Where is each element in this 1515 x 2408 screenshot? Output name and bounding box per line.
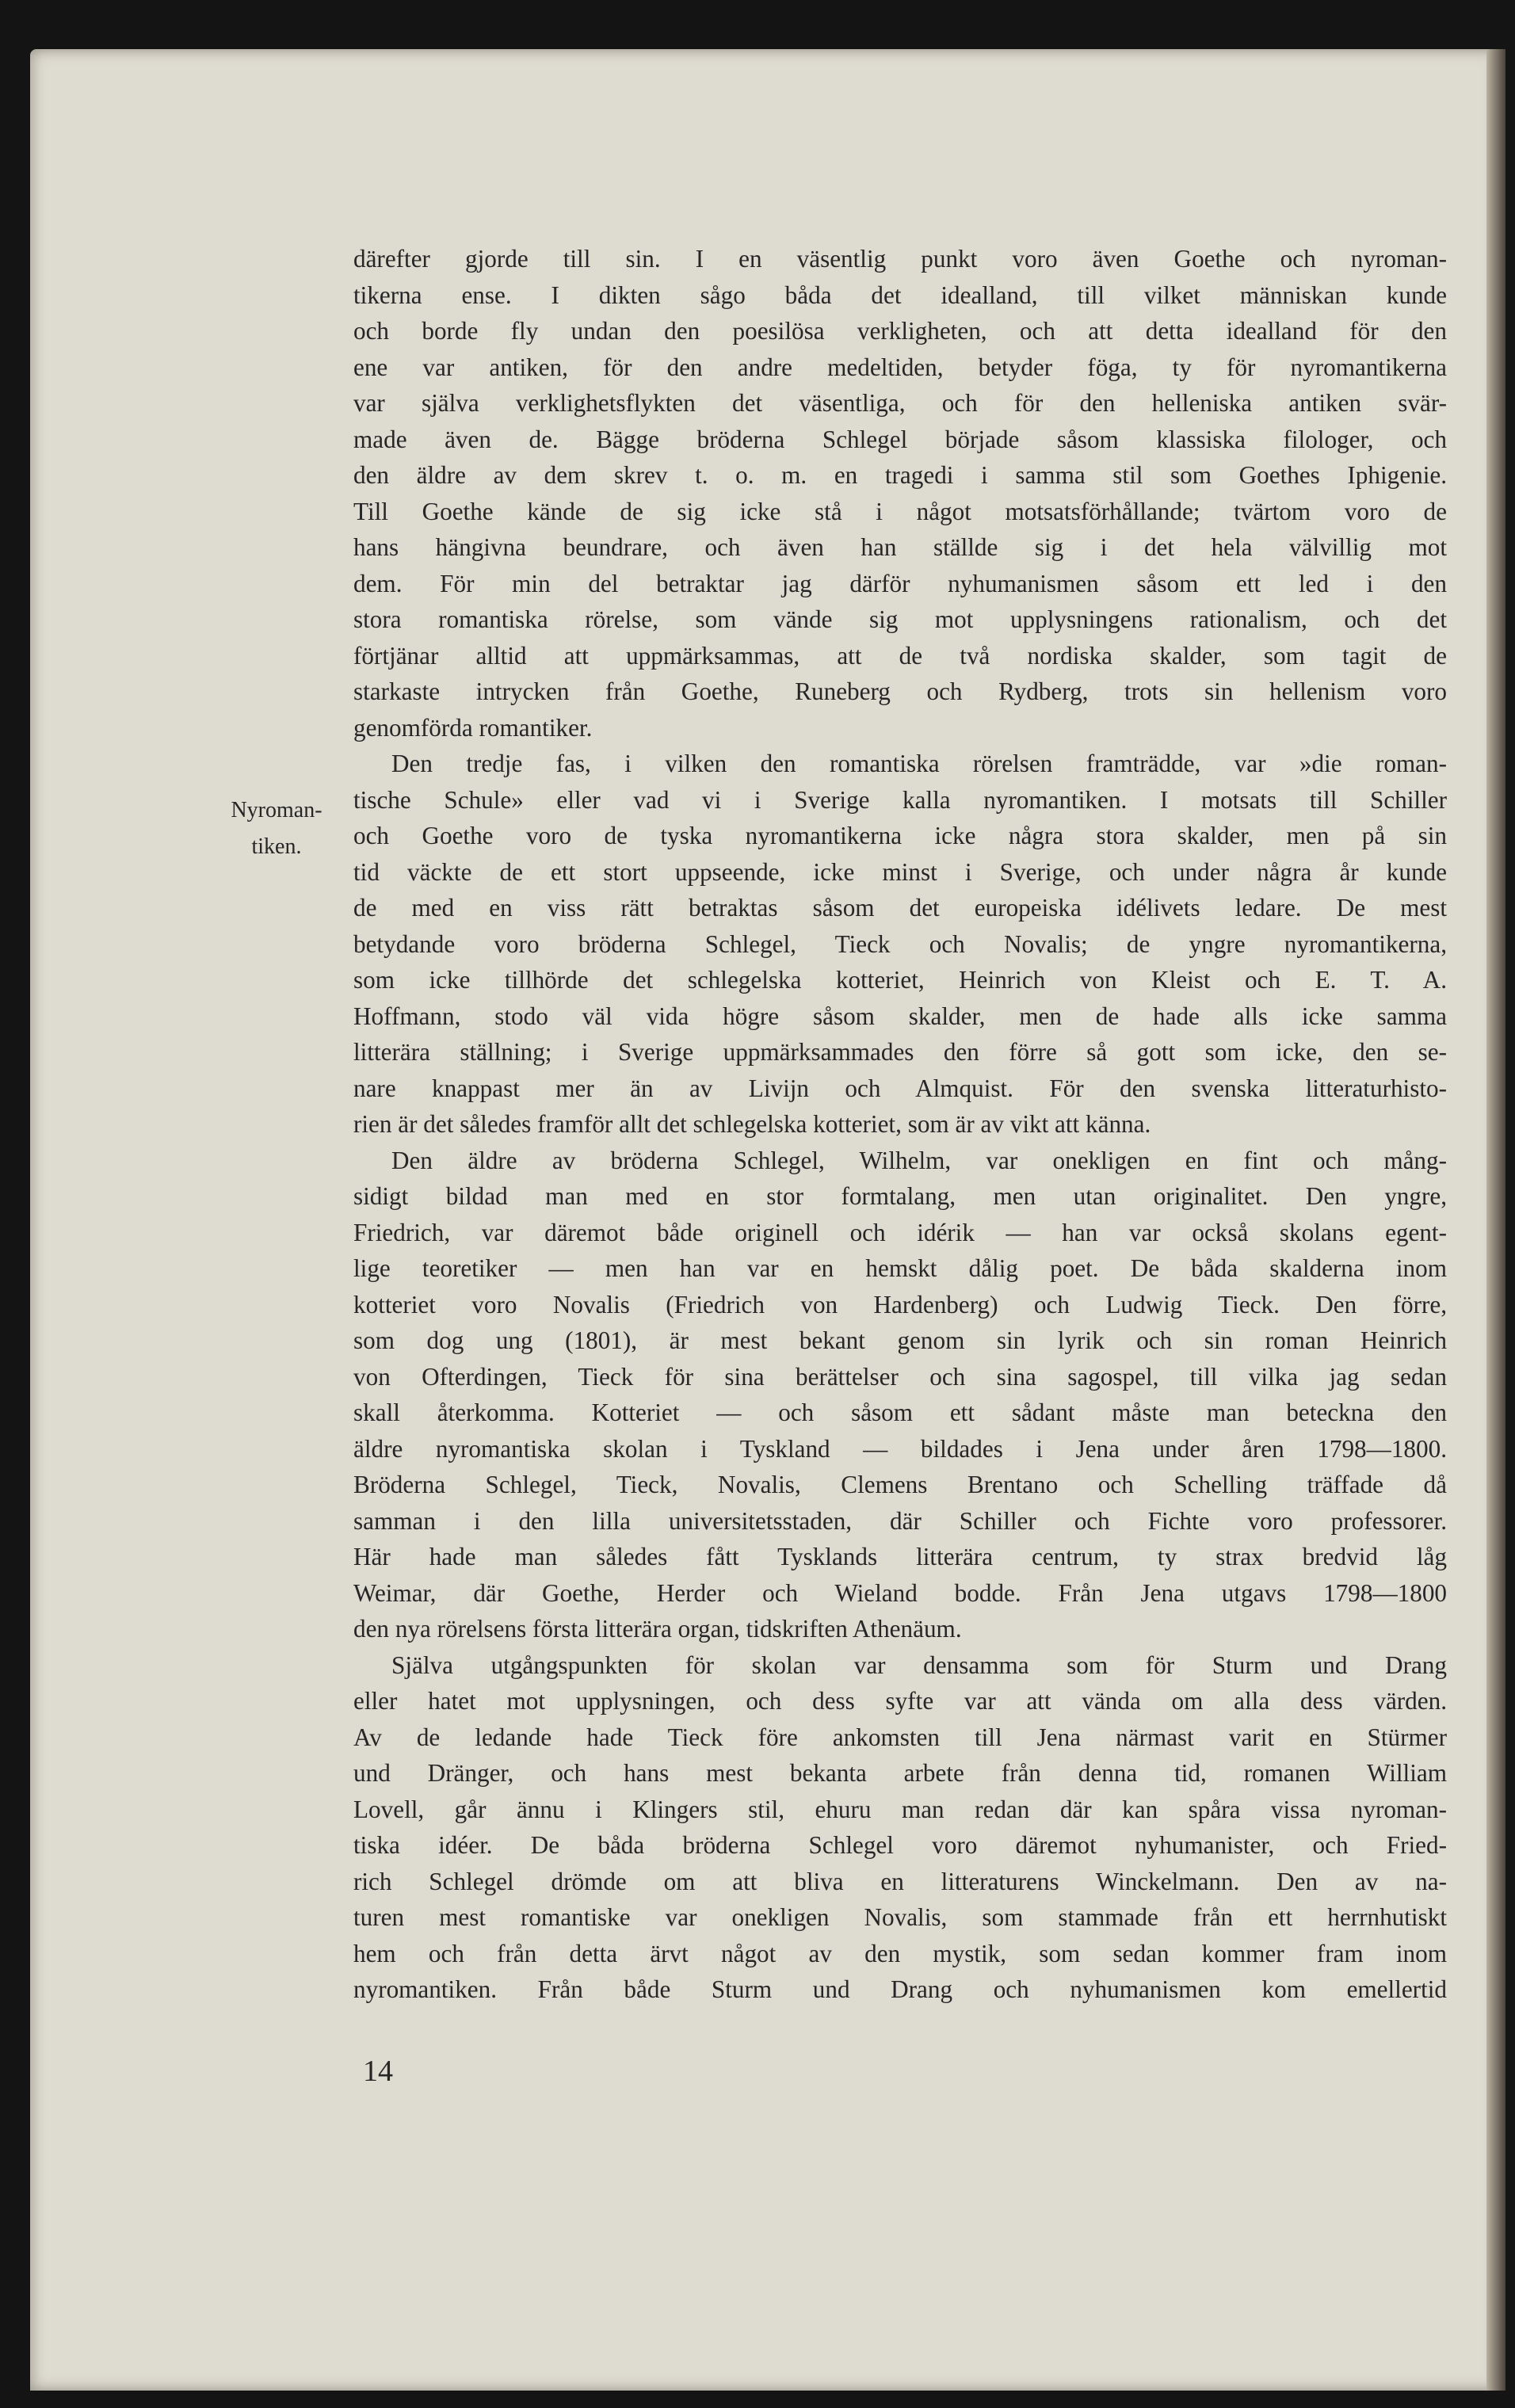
text-line: hem och från detta ärvt något av den mystik, som sedan kommer fram inom [353,1939,1447,1967]
text-line: litterära ställning; i Sverige uppmärksammades den förre så gott som icke, den se- [353,1038,1447,1066]
text-line: och Goethe voro de tyska nyromantikerna icke några stora skalder, men på sin [353,822,1447,849]
text-line: den nya rörelsens första litterära organ, tidskriften Athenäum. [353,1615,962,1643]
text-line: tikerna ense. I dikten sågo båda det idealland, till vilket människan kunde [353,280,1447,309]
text-line: starkaste intrycken från Goethe, Runeberg och Rydberg, trots sin hellenism voro [353,677,1447,705]
text-line: Den äldre av bröderna Schlegel, Wilhelm, var onekligen en fint och mång- [391,1146,1447,1174]
text-line: nare knappast mer än av Livijn och Almquist. För den svenska litteraturhisto- [353,1074,1447,1102]
text-line: Lovell, går ännu i Klingers stil, ehuru man redan där kan spåra vissa nyroman- [353,1795,1447,1823]
margin-note-line: tiken. [251,834,302,859]
text-line: Weimar, där Goethe, Herder och Wieland bodde. Från Jena utgavs 1798—1800 [353,1578,1447,1607]
text-line: genomförda romantiker. [353,713,593,742]
text-line: tische Schule» eller vad vi i Sverige kalla nyromantiken. I motsats till Schiller [353,785,1447,814]
text-line: de med en viss rätt betraktas såsom det europeiska idélivets ledare. De mest [353,894,1447,922]
margin-note-line: Nyroman- [231,798,322,822]
text-line: dem. För min del betraktar jag därför nyhumanismen såsom ett led i den [353,569,1447,597]
book-page [30,49,1505,2391]
text-line: und Dränger, och hans mest bekanta arbete från denna tid, romanen William [353,1759,1447,1787]
text-line: made även de. Bägge bröderna Schlegel började såsom klassiska filologer, och [353,425,1447,453]
text-line: skall återkomma. Kotteriet — och såsom ett sådant måste man beteckna den [353,1399,1447,1426]
text-line: Den tredje fas, i vilken den romantiska rörelsen framträdde, var »die roman- [391,750,1447,777]
margin-note [217,792,336,864]
text-line: betydande voro bröderna Schlegel, Tieck och Novalis; de yngre nyromantikerna, [353,929,1447,958]
text-line: eller hatet mot upplysningen, och dess syfte var att vända om alla dess värden. [353,1687,1447,1715]
text-line: förtjänar alltid att uppmärksammas, att de två nordiska skalder, som tagit de [353,641,1447,670]
text-line: Friedrich, var däremot både originell och idérik — han var också skolans egent- [353,1218,1447,1246]
text-line: som dog ung (1801), är mest bekant genom sin lyrik och sin roman Heinrich [353,1326,1447,1354]
text-line: äldre nyromantiska skolan i Tyskland — bildades i Jena under åren 1798—1800. [353,1434,1447,1463]
text-line: Själva utgångspunkten för skolan var densamma som för Sturm und Drang [391,1650,1447,1679]
text-line: kotteriet voro Novalis (Friedrich von Hardenberg) och Ludwig Tieck. Den förre, [353,1290,1447,1318]
text-line: stora romantiska rörelse, som vände sig mot upplysningens rationalism, och det [353,605,1447,633]
page-spine-shadow [1486,49,1505,2391]
text-line: tiska idéer. De båda bröderna Schlegel voro däremot nyhumanister, och Fried- [353,1831,1447,1859]
text-line: som icke tillhörde det schlegelska kotteriet, Heinrich von Kleist och E. T. A. [353,966,1447,994]
text-line: var själva verklighetsflykten det väsentliga, och för den helleniska antiken svär- [353,389,1447,417]
text-line: Av de ledande hade Tieck före ankomsten till Jena närmast varit en Stürmer [353,1723,1447,1751]
text-line: rien är det således framför allt det schlegelska kotteriet, som är av vikt att känna. [353,1110,1151,1138]
text-line: hans hängivna beundrare, och även han ställde sig i det hela välvillig mot [353,533,1447,561]
text-line: Hoffmann, stodo väl vida högre såsom skalder, men de hade alls icke samma [353,1002,1447,1030]
text-line: Till Goethe kände de sig icke stå i något motsatsförhållande; tvärtom voro de [353,497,1447,525]
text-line: tid väckte de ett stort uppseende, icke minst i Sverige, och under några år kunde [353,857,1447,886]
body-text [353,241,1447,2008]
text-line: och borde fly undan den poesilösa verkligheten, och att detta idealland för den [353,317,1447,345]
text-line: nyromantiken. Från både Sturm und Drang och nyhumanismen kom emellertid [353,1975,1447,2003]
text-line: von Ofterdingen, Tieck för sina berättelser och sina sagospel, till vilka jag sedan [353,1362,1447,1391]
text-line: rich Schlegel drömde om att bliva en litteraturens Winckelmann. Den av na- [353,1867,1447,1895]
text-line: samman i den lilla universitetsstaden, där Schiller och Fichte voro professorer. [353,1506,1447,1535]
text-line: Bröderna Schlegel, Tieck, Novalis, Clemens Brentano och Schelling träffade då [353,1471,1447,1498]
text-line: därefter gjorde till sin. I en väsentlig punkt voro även Goethe och nyroman- [353,245,1447,273]
page-number: 14 [363,2055,393,2088]
text-line: Här hade man således fått Tysklands litterära centrum, ty strax bredvid låg [353,1543,1447,1570]
text-line: sidigt bildad man med en stor formtalang, men utan originalitet. Den yngre, [353,1182,1447,1210]
text-line: ene var antiken, för den andre medeltiden, betyder föga, ty för nyromantikerna [353,353,1447,381]
text-line: turen mest romantiske var onekligen Novalis, som stammade från ett herrnhutiskt [353,1903,1447,1931]
text-line: den äldre av dem skrev t. o. m. en tragedi i samma stil som Goethes Iphigenie. [353,461,1447,489]
text-line: lige teoretiker — men han var en hemskt dålig poet. De båda skalderna inom [353,1254,1447,1282]
